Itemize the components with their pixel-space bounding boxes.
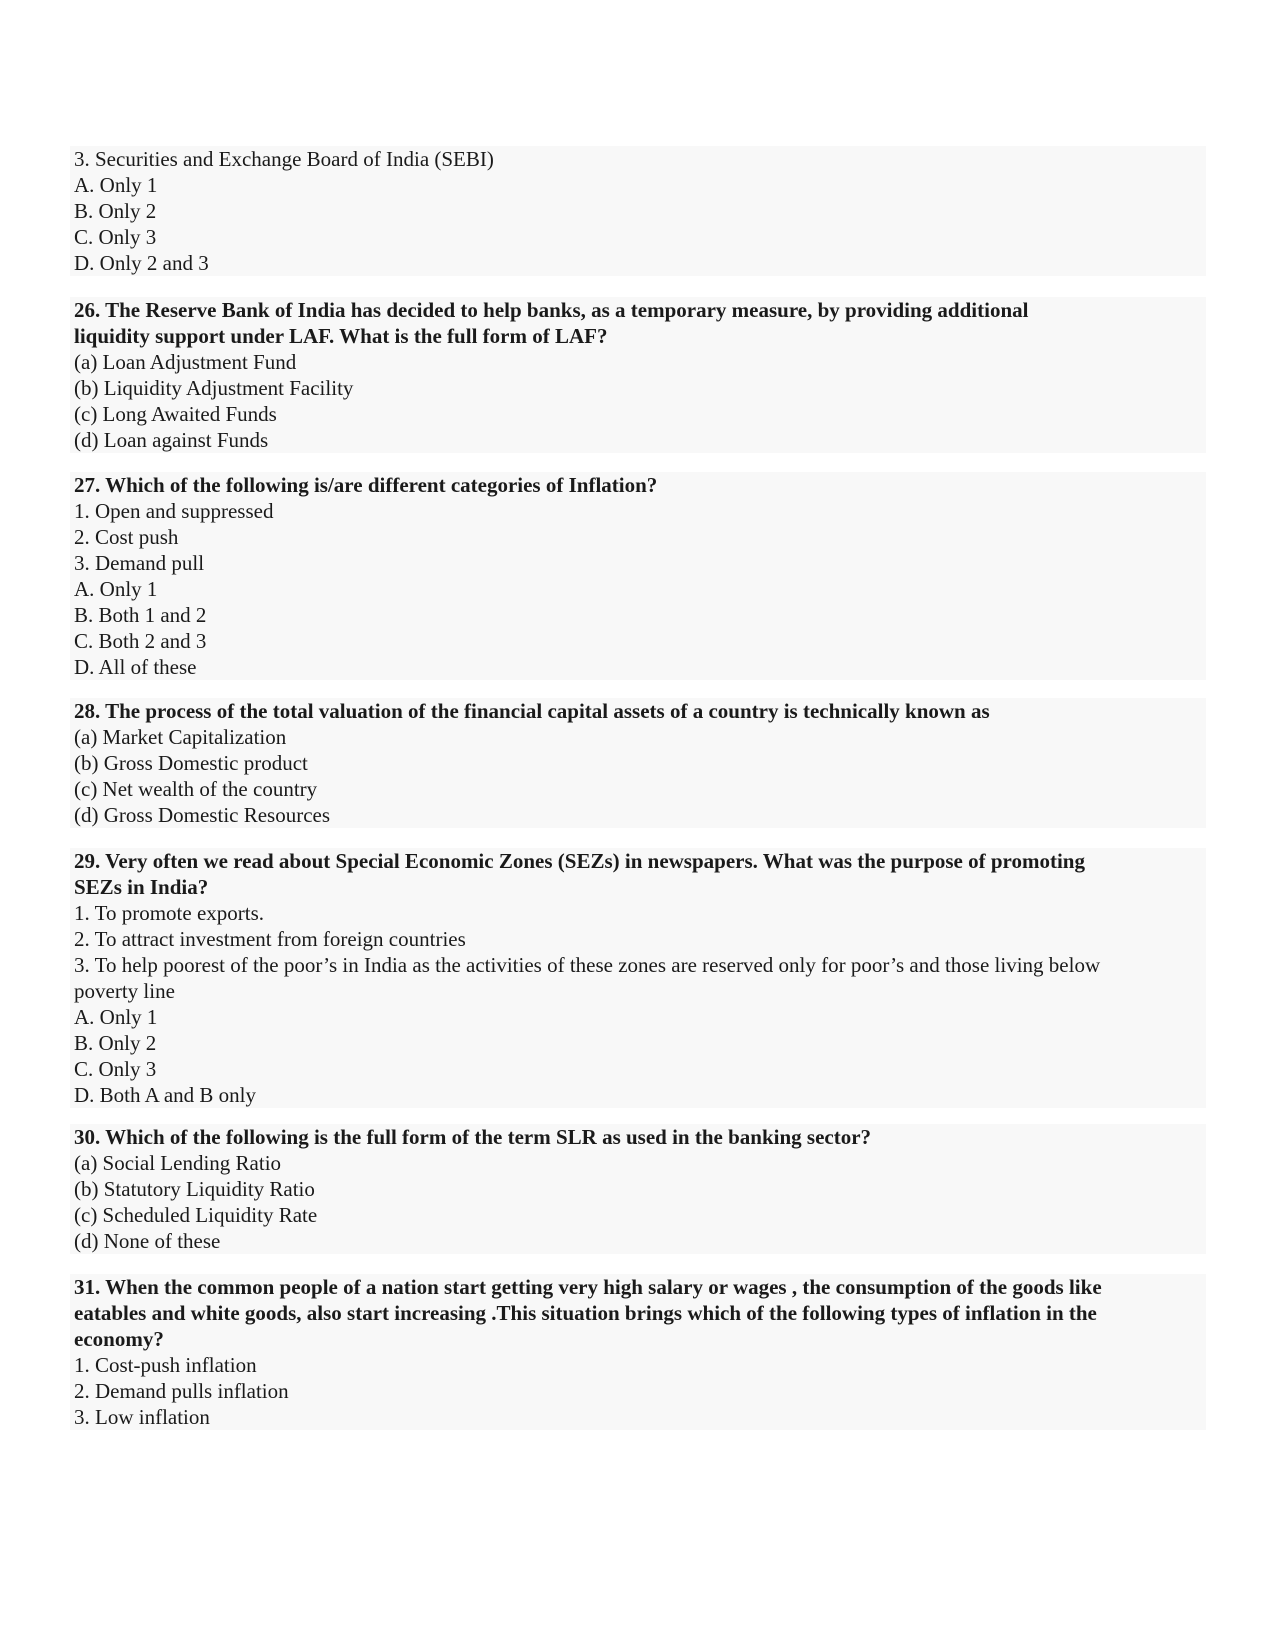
- option-line: B. Only 2: [74, 1031, 157, 1055]
- option-line: (c) Scheduled Liquidity Rate: [74, 1203, 318, 1227]
- question-text: 30. Which of the following is the full form of the term SLR as used in the banking sector?: [74, 1125, 872, 1149]
- option-line: B. Both 1 and 2: [74, 603, 207, 627]
- option-line: 3. Low inflation: [74, 1405, 210, 1429]
- question-text: 31. When the common people of a nation start getting very high salary or wages , the consumption of the goods like: [74, 1275, 1102, 1299]
- option-line: A. Only 1: [74, 173, 158, 197]
- question-text: 29. Very often we read about Special Economic Zones (SEZs) in newspapers. What was the purpose of promoting: [74, 849, 1085, 873]
- question-block-31: [70, 1274, 1206, 1430]
- option-line: 2. Cost push: [74, 525, 179, 549]
- question-text: eatables and white goods, also start increasing .This situation brings which of the following types of inflation in the: [74, 1301, 1097, 1325]
- question-text: 26. The Reserve Bank of India has decided to help banks, as a temporary measure, by providing additional: [74, 298, 1029, 322]
- question-block-27: [70, 472, 1206, 680]
- option-line: (d) Gross Domestic Resources: [74, 803, 331, 827]
- option-line: (b) Liquidity Adjustment Facility: [74, 376, 354, 400]
- option-line: 2. Demand pulls inflation: [74, 1379, 289, 1403]
- question-block-26: [70, 297, 1206, 453]
- option-line: (b) Statutory Liquidity Ratio: [74, 1177, 315, 1201]
- option-line: B. Only 2: [74, 199, 157, 223]
- question-block-29: [70, 848, 1206, 1108]
- option-line: (d) None of these: [74, 1229, 221, 1253]
- option-line: (c) Long Awaited Funds: [74, 402, 277, 426]
- option-line: A. Only 1: [74, 1005, 158, 1029]
- option-line: poverty line: [74, 979, 175, 1003]
- option-line: 3. Securities and Exchange Board of India (SEBI): [74, 147, 494, 171]
- option-line: A. Only 1: [74, 577, 158, 601]
- question-text: economy?: [74, 1327, 164, 1351]
- option-line: (c) Net wealth of the country: [74, 777, 318, 801]
- option-line: D. Only 2 and 3: [74, 251, 209, 275]
- question-block-28: [70, 698, 1206, 828]
- option-line: 3. Demand pull: [74, 551, 205, 575]
- option-line: C. Only 3: [74, 225, 157, 249]
- question-block-25-tail: [70, 146, 1206, 276]
- option-line: C. Only 3: [74, 1057, 157, 1081]
- option-line: (a) Market Capitalization: [74, 725, 287, 749]
- option-line: 3. To help poorest of the poor’s in India as the activities of these zones are reserved only for poor’s and those living below: [74, 953, 1101, 977]
- question-block-30: [70, 1124, 1206, 1254]
- option-line: (a) Loan Adjustment Fund: [74, 350, 297, 374]
- option-line: 1. To promote exports.: [74, 901, 265, 925]
- question-text: 27. Which of the following is/are different categories of Inflation?: [74, 473, 658, 497]
- option-line: (d) Loan against Funds: [74, 428, 269, 452]
- option-line: D. All of these: [74, 655, 197, 679]
- option-line: 1. Open and suppressed: [74, 499, 274, 523]
- option-line: D. Both A and B only: [74, 1083, 257, 1107]
- question-text: 28. The process of the total valuation of the financial capital assets of a country is technically known as: [74, 699, 990, 723]
- question-text: SEZs in India?: [74, 875, 209, 899]
- option-line: 1. Cost-push inflation: [74, 1353, 257, 1377]
- question-text: liquidity support under LAF. What is the full form of LAF?: [74, 324, 608, 348]
- option-line: (a) Social Lending Ratio: [74, 1151, 282, 1175]
- option-line: (b) Gross Domestic product: [74, 751, 308, 775]
- option-line: C. Both 2 and 3: [74, 629, 207, 653]
- option-line: 2. To attract investment from foreign countries: [74, 927, 466, 951]
